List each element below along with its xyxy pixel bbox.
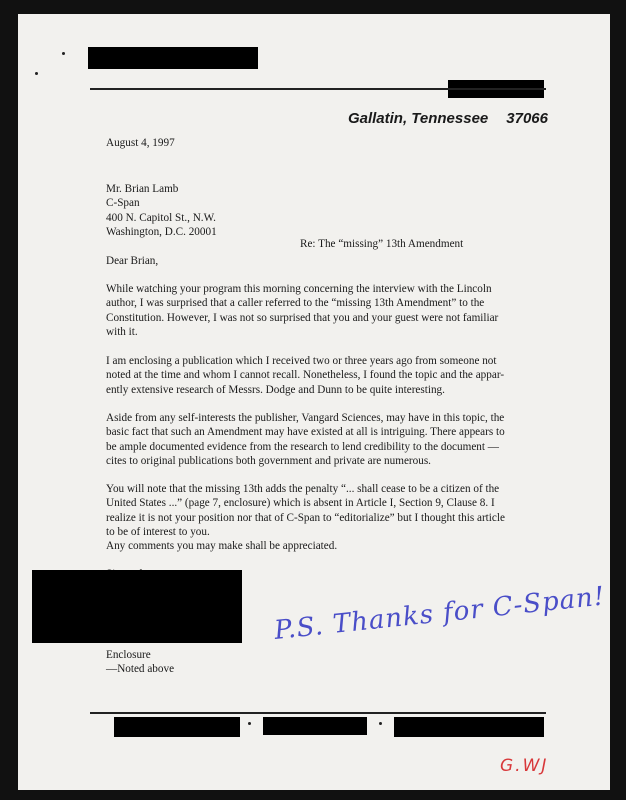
enclosure-label: Enclosure <box>106 649 151 661</box>
letterhead-rule <box>90 88 546 90</box>
paragraph-line: Aside from any self-interests the publisher, Vangard Sciences, may have in this topic, the <box>106 412 505 424</box>
paragraph-line: cites to original publications both government and private are numerous. <box>106 455 431 468</box>
footer-dot <box>379 722 382 725</box>
paragraph-1 <box>106 282 546 340</box>
paragraph-line: noted at the time and whom I cannot recall. Nonetheless, I found the topic and the appar- <box>106 369 505 382</box>
paragraph-line: While watching your program this morning concerning the interview with the Lincoln <box>106 283 492 295</box>
recipient-line: 400 N. Capitol St., N.W. <box>106 211 216 224</box>
paragraph-line: United States ...” (page 7, enclosure) which is absent in Article I, Section 9, Clause 8. I <box>106 497 495 510</box>
paragraph-5: Any comments you may make shall be appreciated. <box>106 540 338 552</box>
redacted-footer-1 <box>114 717 240 737</box>
paragraph-line: Constitution. However, I was not so surprised that you and your guest were not familiar <box>106 311 499 324</box>
redacted-signature <box>32 570 242 643</box>
paragraph-line: You will note that the missing 13th adds the penalty “... shall cease to be a citizen of the <box>106 483 500 495</box>
paragraph-line: I am enclosing a publication which I received two or three years ago from someone not <box>106 355 497 367</box>
redacted-letterhead-name <box>88 47 258 69</box>
recipient-block <box>106 182 546 240</box>
enclosure-note: —Noted above <box>106 663 175 676</box>
salutation: Dear Brian, <box>106 255 159 267</box>
redacted-footer-3 <box>394 717 544 737</box>
letter-page <box>18 14 610 790</box>
paragraph-3 <box>106 411 546 469</box>
recipient-line: Washington, D.C. 20001 <box>106 226 217 239</box>
paragraph-line: basic fact that such an Amendment may have existed at all is intriguing. There appears to <box>106 426 505 439</box>
recipient-line: Mr. Brian Lamb <box>106 183 179 195</box>
paragraph-line: realize it is not your position nor that of C-Span to “editorialize” but I thought this article <box>106 511 505 524</box>
handwritten-postscript: P.S. Thanks for C-Span! <box>272 581 607 646</box>
paragraph-line: ently extensive research of Messrs. Dodge and Dunn to be quite interesting. <box>106 383 445 396</box>
footer-dot <box>248 722 251 725</box>
paragraph-line: with it. <box>106 326 138 339</box>
paragraph-line: be ample documented evidence from the research to lend credibility to the document — <box>106 440 499 453</box>
letterhead-zip: 37066 <box>506 110 548 127</box>
margin-dot <box>62 52 65 55</box>
paragraph-2 <box>106 354 546 397</box>
handwritten-initials: G.WJ <box>500 756 549 776</box>
enclosure-block <box>106 648 546 677</box>
recipient-line: C-Span <box>106 197 140 210</box>
letterhead-city <box>348 110 548 127</box>
margin-dot <box>35 72 38 75</box>
subject-line: Re: The “missing” 13th Amendment <box>300 238 464 250</box>
paragraph-line: to be of interest to you. <box>106 526 210 539</box>
letterhead-city-state: Gallatin, Tennessee <box>347 110 489 127</box>
paragraph-line: author, I was surprised that a caller referred to the “missing 13th Amendment” to the <box>106 297 485 310</box>
paragraph-4 <box>106 482 546 540</box>
letter-date: August 4, 1997 <box>106 137 175 149</box>
redacted-footer-2 <box>263 717 367 735</box>
footer-rule <box>90 712 546 714</box>
